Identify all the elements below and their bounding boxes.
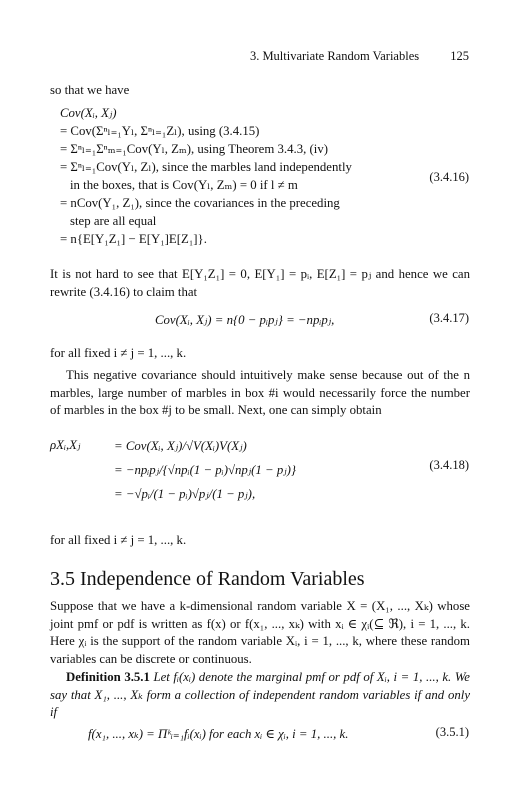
eq-line: in the boxes, that is Cov(Yₗ, Zₘ) = 0 if l ≠ m <box>70 178 298 192</box>
eq-line: = n{E[Y₁Z₁] − E[Y₁]E[Z₁]}. <box>60 232 207 246</box>
equation-3-4-16 <box>60 104 420 248</box>
definition-label: Definition 3.5.1 <box>66 670 150 684</box>
eq-line: = Σⁿₗ₌₁Cov(Yₗ, Zₗ), since the marbles land independently <box>60 160 352 174</box>
eq-line: = nCov(Y₁, Z₁), since the covariances in the preceding <box>60 196 340 210</box>
running-header <box>250 49 469 64</box>
eq-line: = Cov(Σⁿₗ₌₁Yₗ, Σⁿₗ₌₁Zₗ), using (3.4.15) <box>60 124 260 138</box>
eq-line: = −√pᵢ/(1 − pᵢ)√pⱼ/(1 − pⱼ), <box>114 487 256 501</box>
eq-line: = Cov(Xᵢ, Xⱼ)/√V(Xᵢ)V(Xⱼ) <box>114 439 247 453</box>
condition-text: for all fixed i ≠ j = 1, ..., k. <box>50 533 187 547</box>
equation-number: (3.4.17) <box>429 311 469 325</box>
chapter-title: 3. Multivariate Random Variables <box>249 49 420 63</box>
eq-line: Cov(Xᵢ, Xⱼ) <box>60 106 117 120</box>
eq-line: = −npᵢpⱼ/{√npᵢ(1 − pᵢ)√npⱼ(1 − pⱼ)} <box>114 463 297 477</box>
eq-line: step are all equal <box>70 214 157 228</box>
equation-3-4-18 <box>114 434 296 506</box>
eq-lhs: ρXᵢ,Xⱼ <box>50 438 81 452</box>
paragraph: This negative covariance should intuitively make sense because out of the n marbles, large number of marbles in box #i would necessarily force the number of marbles in the box #j to be small. Next, one can simply obtain <box>50 368 470 417</box>
definition-text: Let fᵢ(xᵢ) denote the marginal pmf or pdf of Xᵢ, i = 1, ..., k. We say that X₁, ..., Xₖ form a collection of independent random variables if and only if <box>50 670 470 719</box>
equation-number: (3.4.18) <box>429 458 469 472</box>
eq-line: = Σⁿₗ₌₁Σⁿₘ₌₁Cov(Yₗ, Zₘ), using Theorem 3.4.3, (iv) <box>60 142 328 156</box>
condition-text: for all fixed i ≠ j = 1, ..., k. <box>50 346 187 360</box>
paragraph: It is not hard to see that E[Y₁Z₁] = 0, E[Y₁] = pᵢ, E[Z₁] = pⱼ and hence we can rewrite (3.4.16) to claim that <box>50 267 470 299</box>
equation-3-4-17: Cov(Xᵢ, Xⱼ) = n{0 − pᵢpⱼ} = −npᵢpⱼ, <box>155 313 335 327</box>
equation-number: (3.5.1) <box>435 725 469 739</box>
definition-3-5-1 <box>50 669 470 722</box>
page-number: 125 <box>450 49 469 63</box>
section-heading: 3.5 Independence of Random Variables <box>50 568 365 590</box>
paragraph: Suppose that we have a k-dimensional random variable X = (X₁, ..., Xₖ) whose joint pmf or pdf is written as f(x) or f(x₁, ..., xₖ) with xᵢ ∈ χᵢ(⊆ ℜ), i = 1, ..., k. Here χᵢ is the support of the random variable Xᵢ, i = 1, ..., k, where these random variables can be discrete or continuous. <box>50 599 470 666</box>
intro-text: so that we have <box>50 83 130 97</box>
equation-number: (3.4.16) <box>429 170 469 184</box>
equation-3-5-1: f(x₁, ..., xₖ) = Πᵏᵢ₌₁fᵢ(xᵢ) for each xᵢ ∈ χᵢ, i = 1, ..., k. <box>88 727 349 741</box>
